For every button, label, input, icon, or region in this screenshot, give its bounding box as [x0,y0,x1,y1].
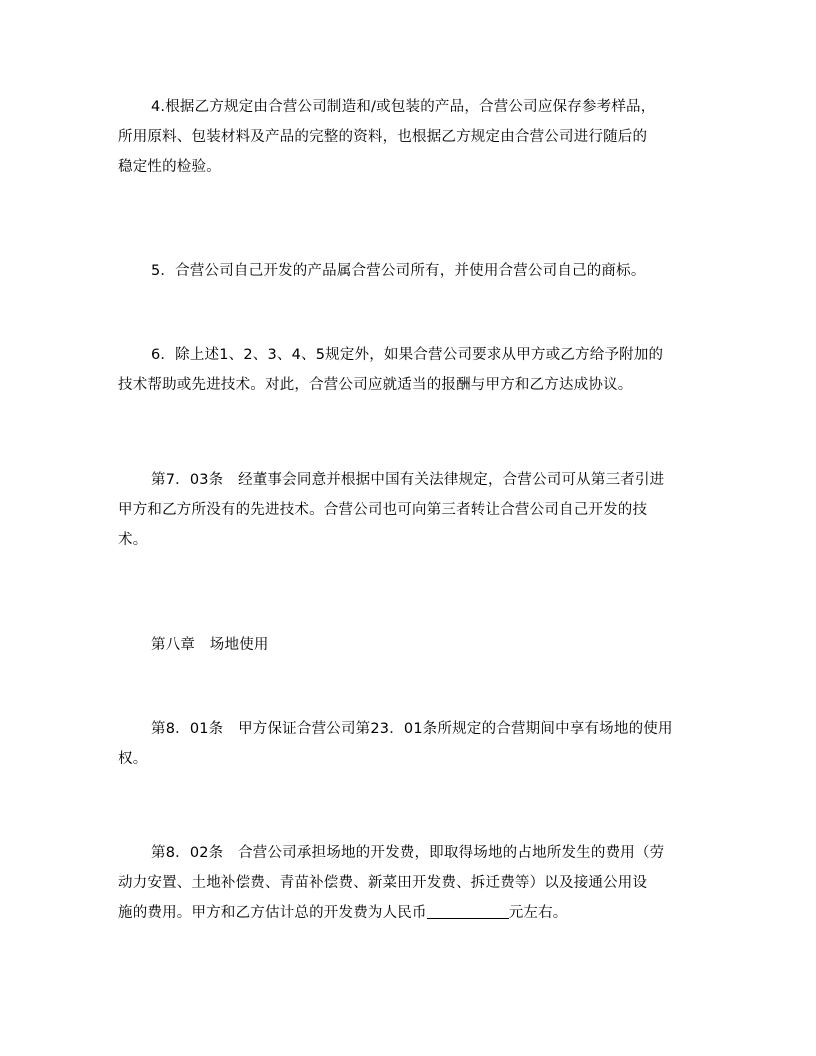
text-line: 第8．01条 甲方保证合营公司第23．01条所规定的合营期间中享有场地的使用 [151,721,673,737]
text-line: 技术帮助或先进技术。对此，合营公司应就适当的报酬与甲方和乙方达成协议。 [118,377,633,393]
text-line: 5．合营公司自己开发的产品属合营公司所有，并使用合营公司自己的商标。 [151,263,646,279]
text-fragment: 元左右。 [508,905,568,921]
text-line-with-blank [118,898,698,928]
text-line: 甲方和乙方所没有的先进技术。合营公司也可向第三者转让合营公司自己开发的技 [118,502,648,518]
text-line: 术。 [118,532,148,548]
fill-in-blank[interactable] [427,902,509,919]
text-line: 所用原料、包装材料及产品的完整的资料，也根据乙方规定由合营公司进行随后的 [118,129,648,145]
text-line: 第8．02条 合营公司承担场地的开发费，即取得场地的占地所发生的费用（劳 [151,845,665,861]
chapter-8-heading [118,630,698,660]
text-line: 第7．03条 经董事会同意并根据中国有关法律规定，合营公司可从第三者引进 [151,472,665,488]
article-8-02-paragraph [118,838,698,928]
article-7-03-paragraph [118,465,698,555]
text-line: 权。 [118,751,148,767]
text-line: 动力安置、土地补偿费、青苗补偿费、新菜田开发费、拆迁费等）以及接通公用设 [118,875,648,891]
text-fragment: 施的费用。甲方和乙方估计总的开发费为人民币 [118,905,427,921]
clause-6-paragraph [118,340,698,400]
text-line: 4.根据乙方规定由合营公司制造和/或包装的产品，合营公司应保存参考样品， [151,99,656,115]
clause-5-paragraph [118,256,698,286]
text-line: 稳定性的检验。 [118,159,221,175]
clause-4-paragraph [118,92,698,182]
article-8-01-paragraph [118,714,698,774]
chapter-title: 第八章 场地使用 [151,637,269,653]
text-line: 6．除上述1、2、3、4、5规定外，如果合营公司要求从甲方或乙方给予附加的 [151,347,664,363]
